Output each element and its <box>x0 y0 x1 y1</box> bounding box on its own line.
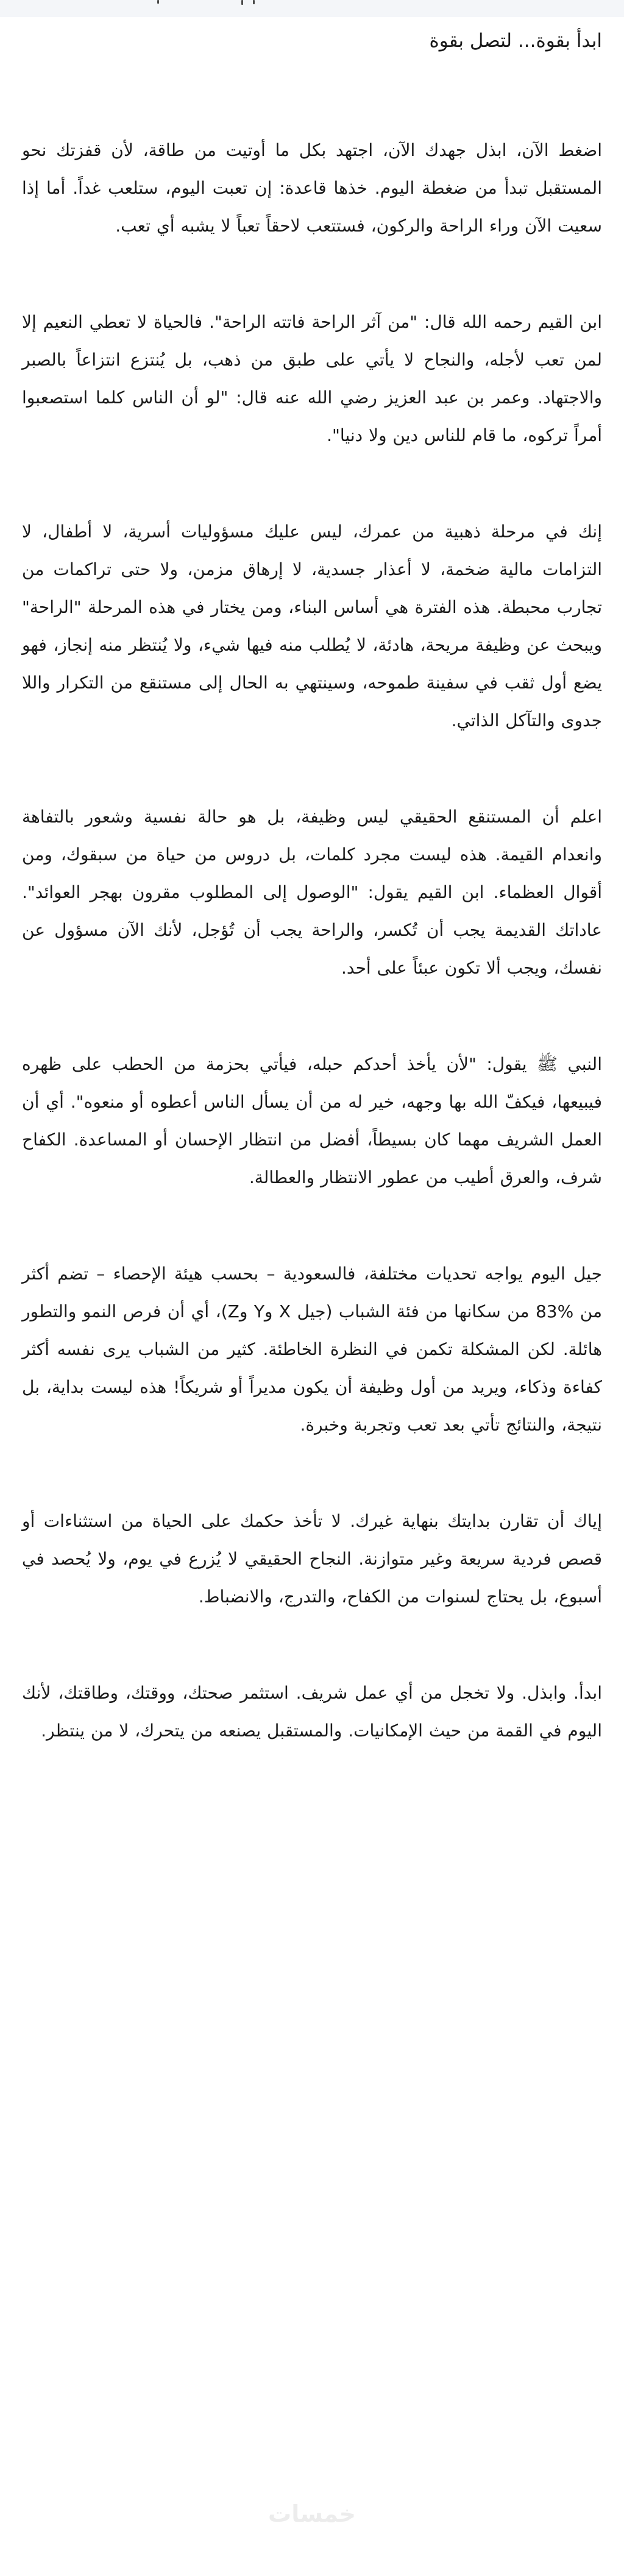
paragraph: جيل اليوم يواجه تحديات مختلفة، فالسعودية – بحسب هيئة الإحصاء – تضم أكثر من %83 من سكانها من فئة الشباب (جيل X وY وZ)، أي أن فرص النمو والتطور هائلة. لكن المشكلة تكمن في النظرة الخاطئة. كثير من الشباب يرى نفسه أكثر كفاءة وذكاء، ويريد من أول وظيفة أن يكون مديراً أو شريكاً! هذه ليست بداية، بل نتيجة، والنتائج تأتي بعد تعب وتجربة وخبرة. <box>22 1264 603 1435</box>
paragraph: النبي ﷺ يقول: "لأن يأخذ أحدكم حبله، فيأتي بحزمة من الحطب على ظهره فيبيعها، فيكفّ الله بها وجهه، خير له من أن يسأل الناس أعطوه أو منعوه". أي أن العمل الشريف مهما كان بسيطاً، أفضل من انتظار الإحسان أو المساعدة. الكفاح شرف، والعرق أطيب من عطور الانتظار والعطالة. <box>22 1054 602 1187</box>
cropped-text-remnant <box>253 0 255 4</box>
khamsat-watermark: خمسات <box>268 2500 356 2527</box>
cropped-text-remnant <box>241 0 243 5</box>
cropped-previous-line-strip <box>0 0 624 17</box>
paragraph: ابدأ. وابذل. ولا تخجل من أي عمل شريف. استثمر صحتك، ووقتك، وطاقتك، لأنك اليوم في القمة من حيث الإمكانيات. والمستقبل يصنعه من يتحرك، لا من ينتظر. <box>22 1683 602 1741</box>
paragraph: اعلم أن المستنقع الحقيقي ليس وظيفة، بل هو حالة نفسية وشعور بالتفاهة وانعدام القيمة. هذه ليست مجرد كلمات، بل دروس من حياة من سبقوك، ومن أقوال العظماء. ابن القيم يقول: "الوصول إلى المطلوب مقرون بهجر العوائد". عاداتك القديمة يجب أن تُكسر، والراحة يجب أن تُؤجل، لأنك الآن مسؤول عن نفسك، ويجب ألا تكون عبئاً على أحد. <box>22 807 602 978</box>
paragraph-list <box>22 132 602 1750</box>
page-title: ابدأ بقوة... لتصل بقوة <box>429 30 602 52</box>
paragraph: ابن القيم رحمه الله قال: "من آثر الراحة فاتته الراحة". فالحياة لا تعطي النعيم إلا لمن تعب لأجله، والنجاح لا يأتي على طبق من ذهب، بل يُنتزع انتزاعاً بالصبر والاجتهاد. وعمر بن عبد العزيز رضي الله عنه قال: "لو أن الناس كلما استصعبوا أمراً تركوه، ما قام للناس دين ولا دنيا". <box>22 312 602 445</box>
paragraph: إياك أن تقارن بدايتك بنهاية غيرك. لا تأخذ حكمك على الحياة من استثناءات أو قصص فردية سريعة وغير متوازنة. النجاح الحقيقي لا يُزرع في يوم، ولا يُحصد في أسبوع، بل يحتاج لسنوات من الكفاح، والتدرج، والانضباط. <box>22 1511 602 1607</box>
article-body <box>0 28 624 1750</box>
paragraph: إنك في مرحلة ذهبية من عمرك، ليس عليك مسؤوليات أسرية، لا أطفال، لا التزامات مالية ضخمة، لا أعذار جسدية، لا إرهاق مزمن، ولا حتى تراكمات من تجارب محبطة. هذه الفترة هي أساس البناء، ومن يختار في هذه المرحلة "الراحة" ويبحث عن وظيفة مريحة، هادئة، لا يُطلب منه فيها شيء، ولا يُنتظر منه إنجاز، فهو يضع أول ثقب في سفينة طموحه، وسينتهي به الحال إلى مستنقع من التكرار واللا جدوى والتآكل الذاتي. <box>22 522 602 731</box>
cropped-text-remnant <box>157 0 159 4</box>
paragraph: اضغط الآن، ابذل جهدك الآن، اجتهد بكل ما أوتيت من طاقة، لأن قفزتك نحو المستقبل تبدأ من ضغطة اليوم. خذها قاعدة: إن تعبت اليوم، ستلعب غداً. أما إذا سعيت الآن وراء الراحة والركون، فستتعب لاحقاً تعباً لا يشبه أي تعب. <box>22 140 602 236</box>
